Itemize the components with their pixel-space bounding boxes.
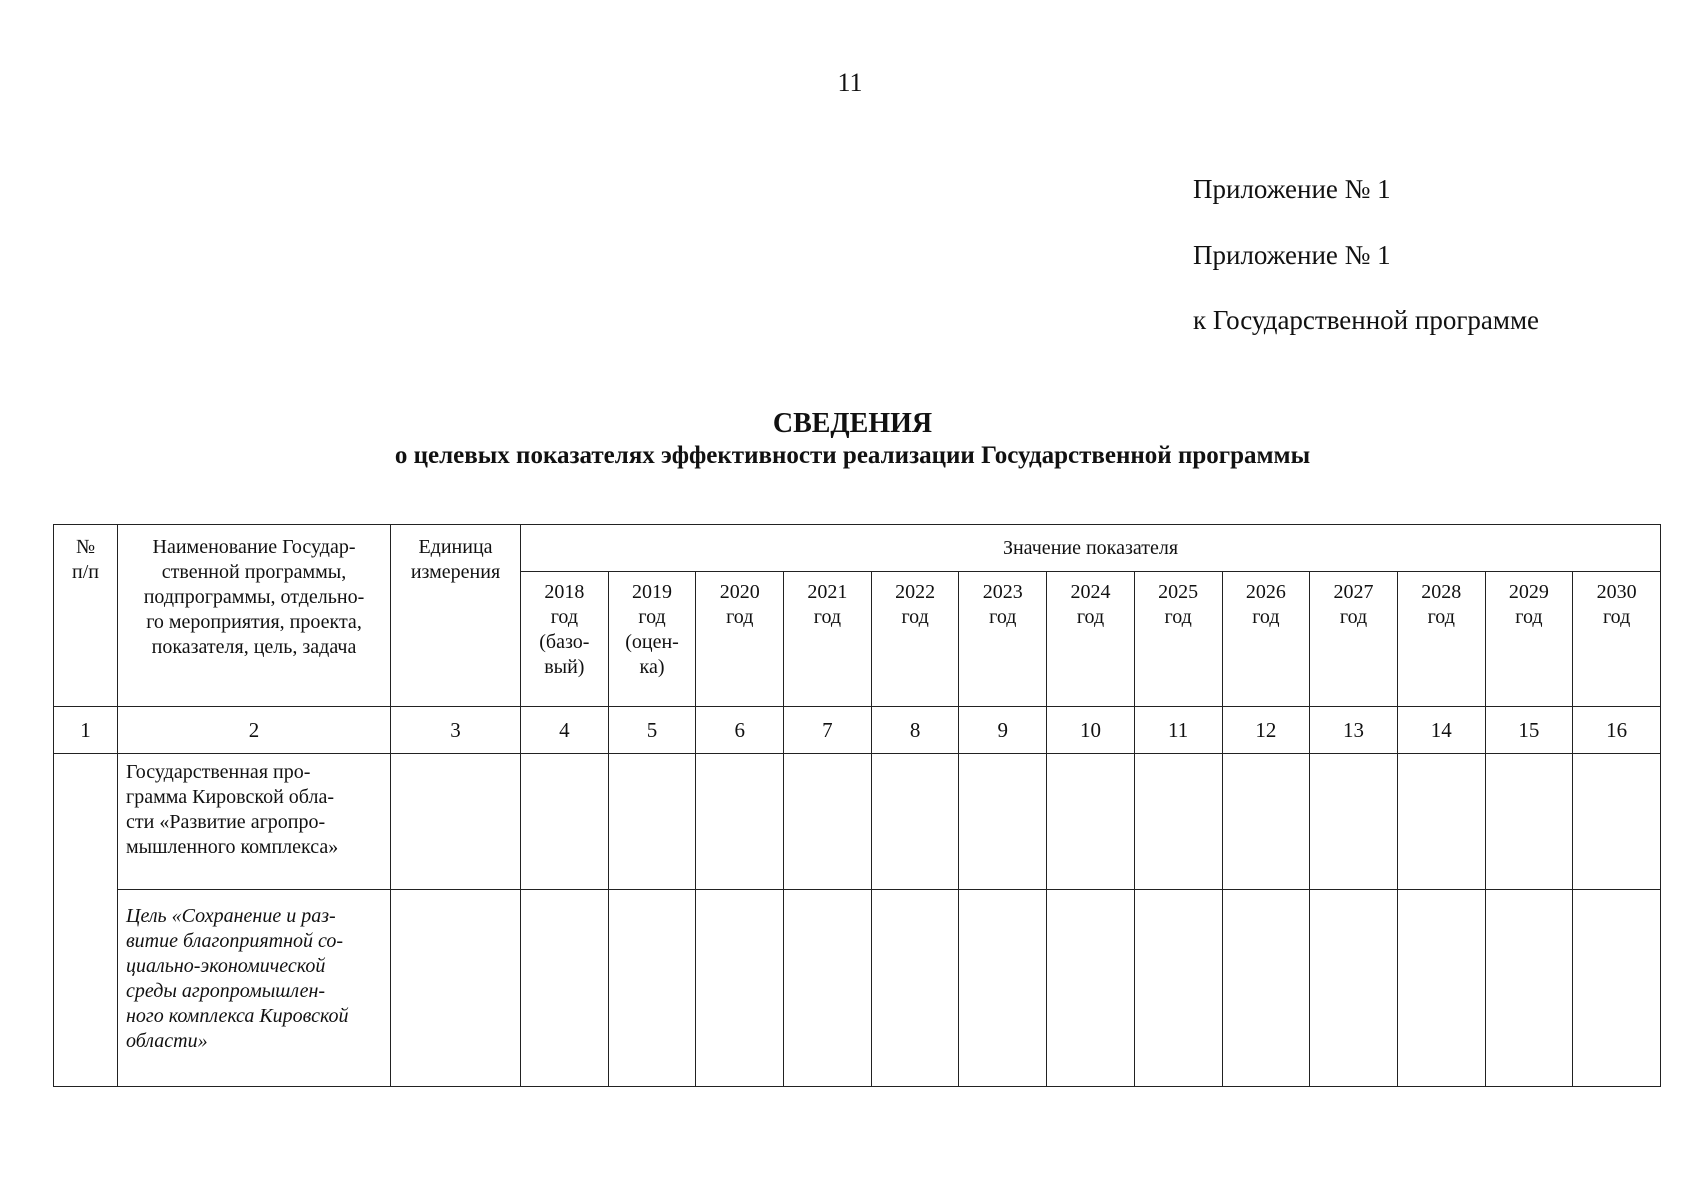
appendix-line-3: к Государственной программе bbox=[1193, 305, 1540, 335]
column-number: 9 bbox=[959, 707, 1047, 754]
value-cell bbox=[1134, 754, 1222, 890]
value-cell bbox=[1397, 890, 1485, 1087]
column-number: 16 bbox=[1573, 707, 1661, 754]
value-cell bbox=[1047, 890, 1135, 1087]
value-cell bbox=[1310, 890, 1398, 1087]
goal-name-cell: Цель «Сохранение и раз- витие благоприятной со- циально-экономической среды агропромышлен- ного комплекса Кировской области» bbox=[118, 890, 391, 1087]
value-cell bbox=[784, 890, 872, 1087]
column-number: 10 bbox=[1047, 707, 1135, 754]
header-name: Наименование Государ- ственной программы, подпрограммы, отдельно- го мероприятия, проекта, показателя, цель, задача bbox=[118, 525, 391, 707]
header-indicator-value: Значение показателя bbox=[521, 525, 1661, 572]
column-number: 2 bbox=[118, 707, 391, 754]
value-cell bbox=[696, 754, 784, 890]
value-cell bbox=[1222, 890, 1310, 1087]
header-year-2024: 2024 год bbox=[1047, 572, 1135, 707]
column-number: 12 bbox=[1222, 707, 1310, 754]
column-number: 15 bbox=[1485, 707, 1573, 754]
header-year-2025: 2025 год bbox=[1134, 572, 1222, 707]
header-year-2019: 2019 год (оцен- ка) bbox=[608, 572, 696, 707]
appendix-line-2: Приложение № 1 bbox=[1193, 240, 1391, 270]
indicators-table bbox=[53, 524, 1661, 1087]
header-year-2030: 2030 год bbox=[1573, 572, 1661, 707]
value-cell bbox=[521, 754, 609, 890]
value-cell bbox=[608, 754, 696, 890]
value-cell bbox=[521, 890, 609, 1087]
column-number: 8 bbox=[871, 707, 959, 754]
value-cell bbox=[1222, 754, 1310, 890]
header-year-2026: 2026 год bbox=[1222, 572, 1310, 707]
header-year-2029: 2029 год bbox=[1485, 572, 1573, 707]
value-cell bbox=[959, 890, 1047, 1087]
header-year-2023: 2023 год bbox=[959, 572, 1047, 707]
header-year-2020: 2020 год bbox=[696, 572, 784, 707]
page-number: 11 bbox=[837, 68, 863, 97]
column-number: 1 bbox=[54, 707, 118, 754]
column-number: 3 bbox=[391, 707, 521, 754]
header-num: № п/п bbox=[54, 525, 118, 707]
value-cell bbox=[1047, 754, 1135, 890]
column-number: 6 bbox=[696, 707, 784, 754]
column-number: 7 bbox=[784, 707, 872, 754]
value-cell bbox=[959, 754, 1047, 890]
table-row bbox=[54, 754, 1661, 890]
value-cell bbox=[1485, 890, 1573, 1087]
header-unit: Единица измерения bbox=[391, 525, 521, 707]
header-year-2022: 2022 год bbox=[871, 572, 959, 707]
header-year-2021: 2021 год bbox=[784, 572, 872, 707]
value-cell bbox=[1134, 890, 1222, 1087]
value-cell bbox=[1573, 890, 1661, 1087]
header-year-2018: 2018 год (базо- вый) bbox=[521, 572, 609, 707]
appendix-line-1: Приложение № 1 bbox=[1193, 174, 1391, 204]
value-cell bbox=[784, 754, 872, 890]
document-title bbox=[0, 408, 1705, 472]
column-number: 14 bbox=[1397, 707, 1485, 754]
value-cell bbox=[1485, 754, 1573, 890]
column-number: 11 bbox=[1134, 707, 1222, 754]
value-cell bbox=[1573, 754, 1661, 890]
unit-cell bbox=[391, 890, 521, 1087]
value-cell bbox=[1397, 754, 1485, 890]
value-cell bbox=[1310, 754, 1398, 890]
row-num-cell bbox=[54, 754, 118, 1087]
table-row bbox=[54, 890, 1661, 1087]
header-year-2028: 2028 год bbox=[1397, 572, 1485, 707]
column-number-row bbox=[54, 707, 1661, 754]
column-number: 5 bbox=[608, 707, 696, 754]
value-cell bbox=[871, 890, 959, 1087]
unit-cell bbox=[391, 754, 521, 890]
title-main: СВЕДЕНИЯ bbox=[772, 408, 933, 439]
column-number: 4 bbox=[521, 707, 609, 754]
column-number: 13 bbox=[1310, 707, 1398, 754]
value-cell bbox=[696, 890, 784, 1087]
program-name-cell: Государственная про- грамма Кировской обла- сти «Развитие агропро- мышленного комплекса» bbox=[118, 754, 391, 890]
title-sub: о целевых показателях эффективности реализации Государственной программы bbox=[394, 442, 1311, 469]
value-cell bbox=[608, 890, 696, 1087]
header-year-2027: 2027 год bbox=[1310, 572, 1398, 707]
value-cell bbox=[871, 754, 959, 890]
